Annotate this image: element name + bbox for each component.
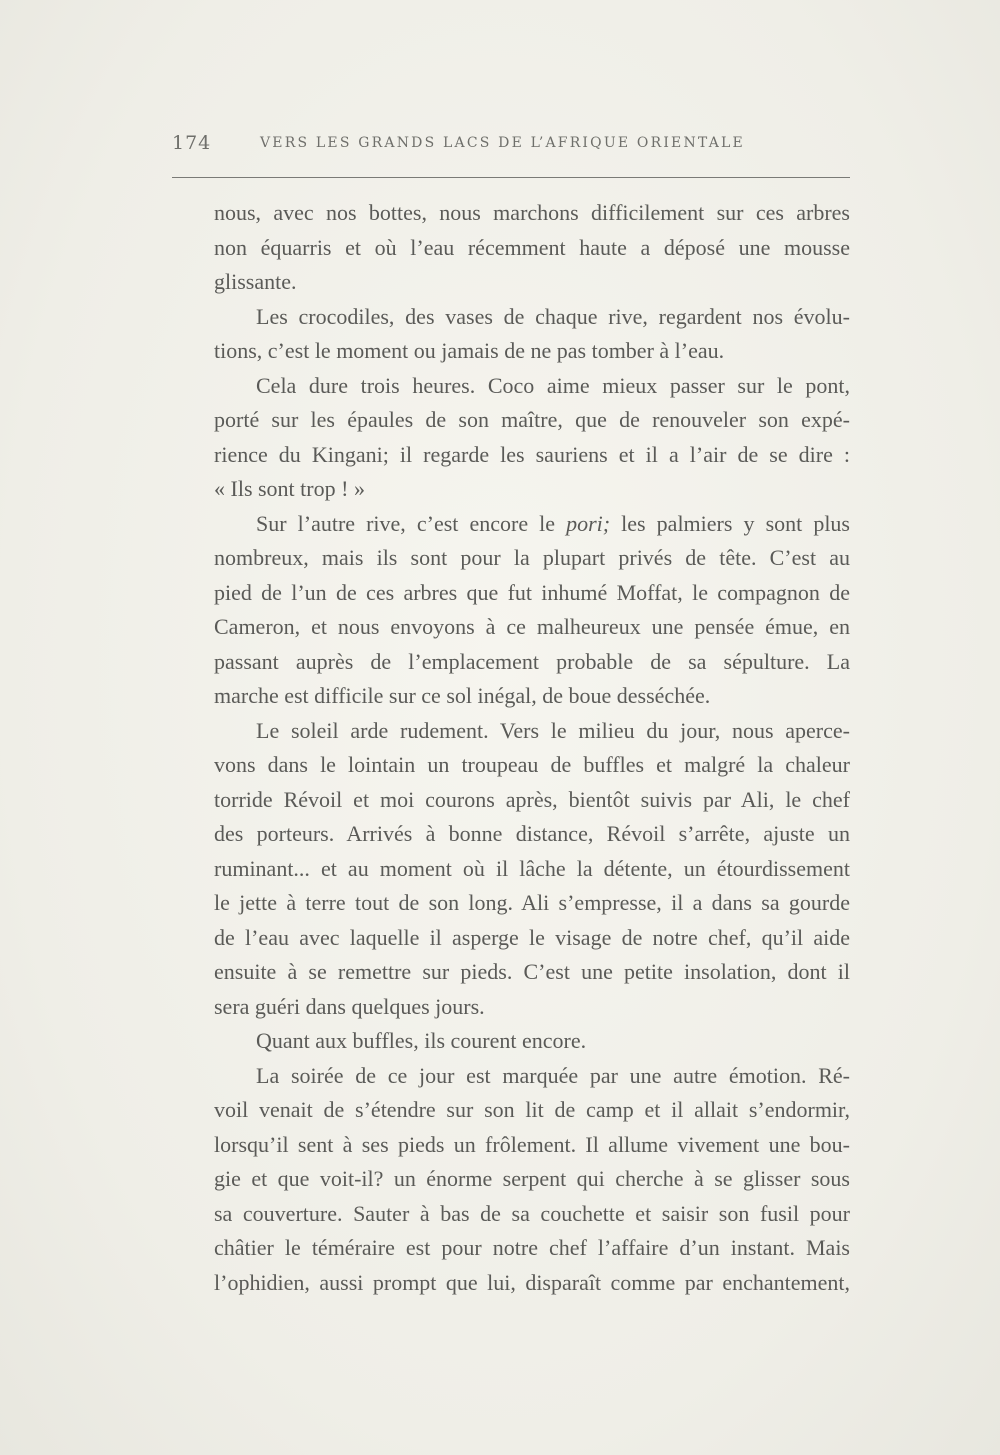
text-line-content: ruminant... et au moment où il lâche la détente, un étourdissement [214,855,850,881]
text-line [172,1231,850,1266]
text-line-content: nous, avec nos bottes, nous marchons difficilement sur ces arbres [214,200,850,225]
text-line [172,921,850,956]
text-line-content: marche est difficile sur ce sol inégal, de boue desséchée. [214,683,711,708]
text-line [172,472,850,507]
text-line [172,196,850,231]
text-line [172,1197,850,1232]
text-line [172,1128,850,1163]
text-line-content: nombreux, mais ils sont pour la plupart privés de tête. C’est au [214,545,850,570]
text-line-content: de l’eau avec laquelle il asperge le visage de notre chef, qu’il aide [214,924,850,950]
text-line [172,507,850,542]
text-line-content: porté sur les épaules de son maître, que de renouveler son expé- [214,407,850,432]
text-line [172,783,850,818]
text-line [172,990,850,1025]
paragraph [172,196,850,300]
text-line-content: Les crocodiles, des vases de chaque rive, regardent nos évolu- [256,303,850,329]
header-rule [172,177,850,178]
text-line [172,1093,850,1128]
text-line-content: La soirée de ce jour est marquée par une autre émotion. Ré- [256,1062,850,1088]
text-line-content: pied de l’un de ces arbres que fut inhumé Moffat, le compagnon de [214,579,850,605]
text-line [172,645,850,680]
text-line [172,334,850,369]
text-line-content: sera guéri dans quelques jours. [214,993,485,1019]
text-line [172,817,850,852]
text-line-content: passant auprès de l’emplacement probable de sa sépulture. La [214,648,850,674]
running-head [172,130,850,160]
paragraph [172,1059,850,1301]
text-line [172,300,850,335]
text-line [172,231,850,266]
text-line-content: Le soleil arde rudement. Vers le milieu du jour, nous aperce- [256,717,850,743]
body-text [172,196,850,1300]
text-line [172,679,850,714]
text-line-content: torride Révoil et moi courons après, bientôt suivis par Ali, le chef [214,786,850,812]
text-line [172,852,850,887]
text-line-content: lorsqu’il sent à ses pieds un frôlement. Il allume vivement une bou- [214,1131,850,1157]
text-line [172,1059,850,1094]
text-line [172,576,850,611]
text-line [172,369,850,404]
text-line-content: le jette à terre tout de son long. Ali s’empresse, il a dans sa gourde [214,890,850,915]
text-line-content: rience du Kingani; il regarde les sauriens et il a l’air de se dire : [214,441,850,467]
text-line-content: tions, c’est le moment ou jamais de ne pas tomber à l’eau. [214,338,725,363]
text-line-content: Cela dure trois heures. Coco aime mieux passer sur le pont, [256,372,850,398]
paragraph [172,300,850,369]
text-line [172,1162,850,1197]
text-line-content: Cameron, et nous envoyons à ce malheureux une pensée émue, en [214,614,850,639]
paragraph [172,714,850,1025]
text-line-content: Quant aux buffles, ils courent encore. [256,1028,587,1053]
text-line [172,1266,850,1301]
text-line-content: non équarris et où l’eau récemment haute a déposé une mousse [214,234,850,260]
paragraph [172,369,850,507]
paragraph [172,507,850,714]
text-line [172,265,850,300]
text-line [172,955,850,990]
text-line-content: châtier le téméraire est pour notre chef l’affaire d’un instant. Mais [214,1235,850,1260]
text-line-content: gie et que voit-il? un énorme serpent qui cherche à se glisser sous [214,1166,850,1191]
text-line [172,1024,850,1059]
page-number: 174 [172,132,212,154]
text-line-content: voil venait de s’étendre sur son lit de camp et il allait s’endormir, [214,1097,850,1122]
text-line-content: l’ophidien, aussi prompt que lui, disparaît comme par enchantement, [214,1269,850,1295]
text-line-content: glissante. [214,269,297,294]
text-line [172,748,850,783]
text-line-content: « Ils sont trop ! » [214,476,365,501]
text-line [172,610,850,645]
text-line [172,541,850,576]
text-line-rest: les palmiers y sont plus [610,510,850,536]
text-line [172,714,850,749]
text-line [172,886,850,921]
paragraph [172,1024,850,1059]
text-line-content: vons dans le lointain un troupeau de buffles et malgré la chaleur [214,752,850,777]
text-line-content: des porteurs. Arrivés à bonne distance, Révoil s’arrête, ajuste un [214,821,850,846]
text-line [172,403,850,438]
text-line [172,438,850,473]
running-title: VERS LES GRANDS LACS DE L’AFRIQUE ORIENTALE [260,135,745,151]
italic-term: pori; [566,510,611,536]
text-line-content: sa couverture. Sauter à bas de sa couchette et saisir son fusil pour [214,1200,850,1226]
text-line-content: ensuite à se remettre sur pieds. C’est une petite insolation, dont il [214,959,850,984]
text-line-content: Sur l’autre rive, c’est encore le [256,510,567,536]
